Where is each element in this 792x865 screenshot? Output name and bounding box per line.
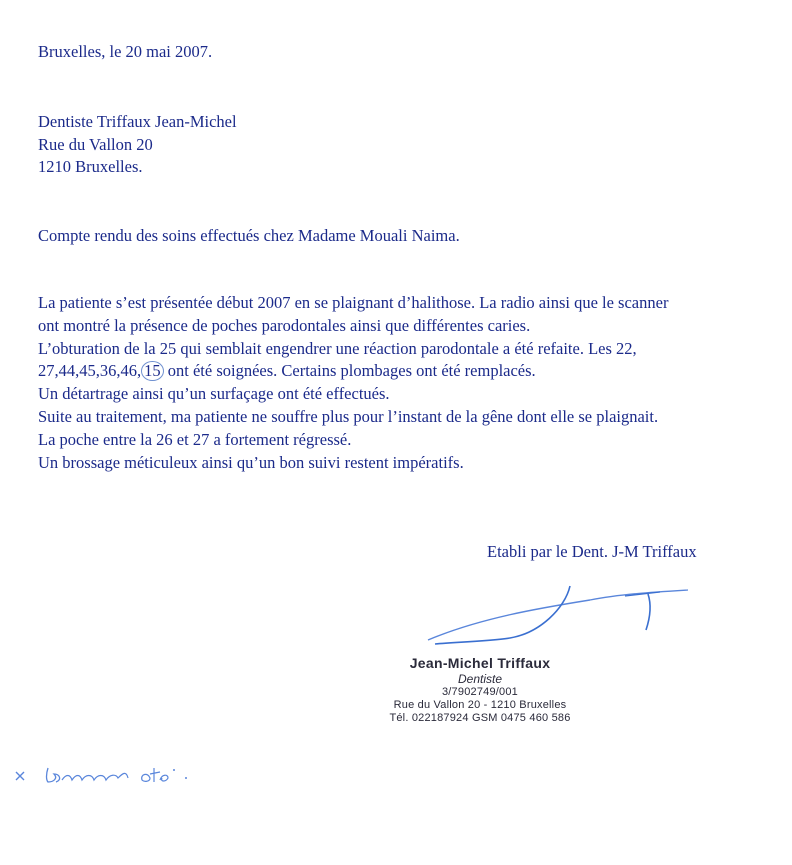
recipient-street: Rue du Vallon 20 xyxy=(38,135,153,154)
handwritten-note xyxy=(10,760,210,790)
body-line-1: La patiente s’est présentée début 2007 en se plaignant d’halithose. La radio ainsi que le scanner xyxy=(38,293,669,312)
body-line-4 xyxy=(38,361,536,381)
body-line-5: Un détartrage ainsi qu’un surfaçage ont été effectués. xyxy=(38,384,390,403)
stamp-title: Dentiste xyxy=(457,672,503,686)
body-line-8: Un brossage méticuleux ainsi qu’un bon suivi restent impératifs. xyxy=(38,453,464,472)
stamp-name: Jean-Michel Triffaux xyxy=(409,655,551,671)
stamp-number: 3/7902749/001 xyxy=(441,686,518,698)
dentist-stamp xyxy=(365,655,595,725)
stamp-address: Rue du Vallon 20 - 1210 Bruxelles xyxy=(393,699,567,711)
closing-line: Etabli par le Dent. J-M Triffaux xyxy=(487,542,697,561)
body-line-4-start: 27,44,45,36,46, xyxy=(38,361,142,380)
body-line-7: La poche entre la 26 et 27 a fortement régressé. xyxy=(38,430,352,449)
stamp-phone: Tél. 022187924 GSM 0475 460 586 xyxy=(389,712,571,724)
recipient-city: 1210 Bruxelles. xyxy=(38,157,143,176)
recipient-name: Dentiste Triffaux Jean-Michel xyxy=(38,112,237,131)
body-line-6: Suite au traitement, ma patiente ne souffre plus pour l’instant de la gêne dont elle se plaignait. xyxy=(38,407,659,426)
body-line-3: L’obturation de la 25 qui semblait engendrer une réaction parodontale a été refaite. Les 22, xyxy=(38,339,637,358)
subject-line: Compte rendu des soins effectués chez Madame Mouali Naima. xyxy=(38,226,460,245)
circled-tooth-number: 15 xyxy=(141,361,164,381)
body-line-2: ont montré la présence de poches parodontales ainsi que différentes caries. xyxy=(38,316,531,335)
signature-image xyxy=(420,578,700,653)
date-line: Bruxelles, le 20 mai 2007. xyxy=(38,42,213,61)
body-line-4-end: ont été soignées. Certains plombages ont été remplacés. xyxy=(163,361,536,380)
handwritten-note-text: * Brossement ôté. xyxy=(10,760,18,761)
